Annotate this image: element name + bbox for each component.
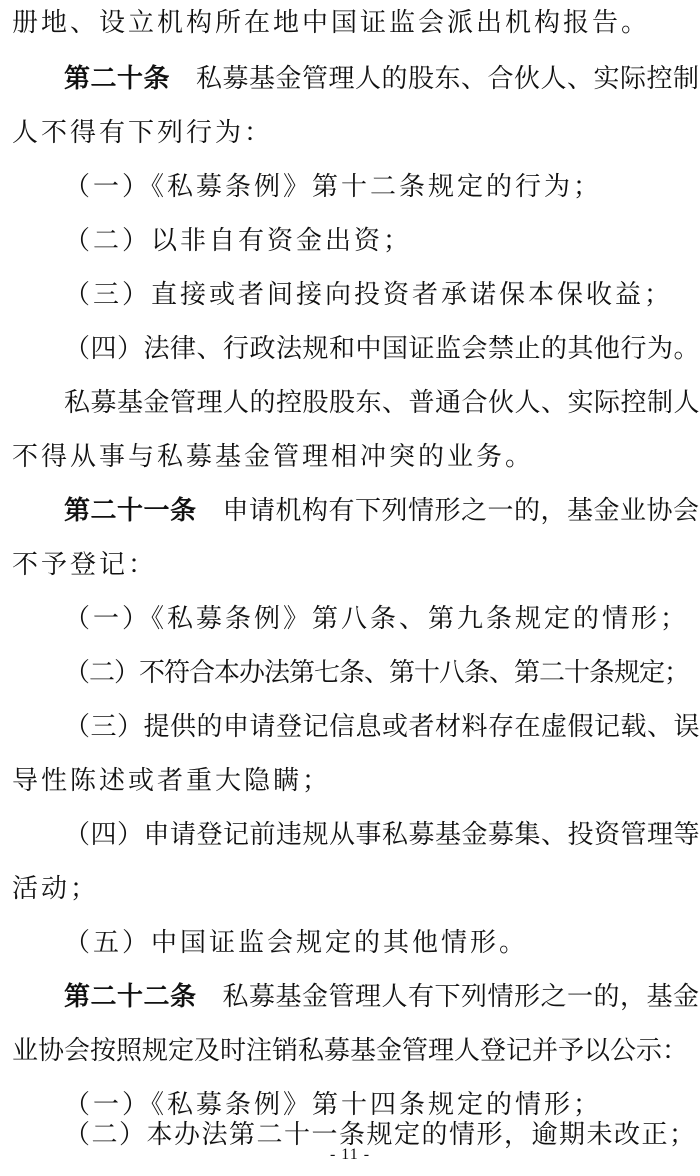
text-line [0, 170, 700, 204]
text-line [0, 6, 700, 40]
line-text: （四）申请登记前违规从事私募基金募集、投资管理等 [64, 820, 700, 850]
line-text: （一）《私募条例》第十二条规定的行为； [64, 172, 603, 202]
text-line [0, 872, 700, 906]
text-line [0, 494, 700, 528]
line-text: 申请机构有下列情形之一的，基金业协会 [222, 496, 700, 526]
line-text: （二）不符合本办法第七条、第十八条、第二十条规定； [64, 658, 690, 688]
line-text: （二）本办法第二十一条规定的情形，逾期未改正； [64, 1120, 697, 1150]
article-heading: 第二十条 [64, 64, 171, 94]
line-text: （一）《私募条例》第八条、第九条规定的情形； [64, 604, 690, 634]
text-line [0, 62, 700, 96]
page-number: - 11 - [329, 1146, 371, 1163]
text-line [0, 1034, 700, 1068]
text-line [0, 926, 700, 960]
line-text: 活动； [12, 874, 100, 904]
line-text: 私募基金管理人的股东、合伙人、实际控制 [196, 64, 700, 94]
text-line [0, 656, 700, 690]
line-text: 业协会按照规定及时注销私募基金管理人登记并予以公示： [12, 1036, 689, 1066]
line-text: （三）直接或者间接向投资者承诺保本保收益； [64, 280, 674, 310]
line-text: （五）中国证监会规定的其他情形。 [64, 928, 529, 958]
text-line [0, 1088, 700, 1122]
text-line [0, 440, 700, 474]
text-line [0, 548, 700, 582]
text-line [0, 278, 700, 312]
line-text: 导性陈述或者重大隐瞒； [12, 766, 332, 796]
line-text: 不得从事与私募基金管理相冲突的业务。 [12, 442, 535, 472]
line-text: （二）以非自有资金出资； [64, 226, 413, 256]
line-text: 册地、设立机构所在地中国证监会派出机构报告。 [12, 8, 651, 38]
text-line [0, 980, 700, 1014]
line-text: （四）法律、行政法规和中国证监会禁止的其他行为。 [64, 334, 700, 364]
line-text: 人不得有下列行为： [12, 118, 274, 148]
line-text: （三）提供的申请登记信息或者材料存在虚假记载、误 [64, 712, 700, 742]
text-line [0, 386, 700, 420]
line-text: 不予登记： [12, 550, 158, 580]
line-text: （一）《私募条例》第十四条规定的情形； [64, 1090, 603, 1120]
article-heading: 第二十二条 [64, 982, 197, 1012]
line-text: 私募基金管理人的控股股东、普通合伙人、实际控制人 [64, 388, 700, 418]
text-line [0, 602, 700, 636]
text-line [0, 818, 700, 852]
line-text: 私募基金管理人有下列情形之一的，基金 [222, 982, 700, 1012]
text-line [0, 224, 700, 258]
article-heading: 第二十一条 [64, 496, 197, 526]
text-line [0, 710, 700, 744]
text-line [0, 332, 700, 366]
text-line [0, 764, 700, 798]
text-line [0, 116, 700, 150]
